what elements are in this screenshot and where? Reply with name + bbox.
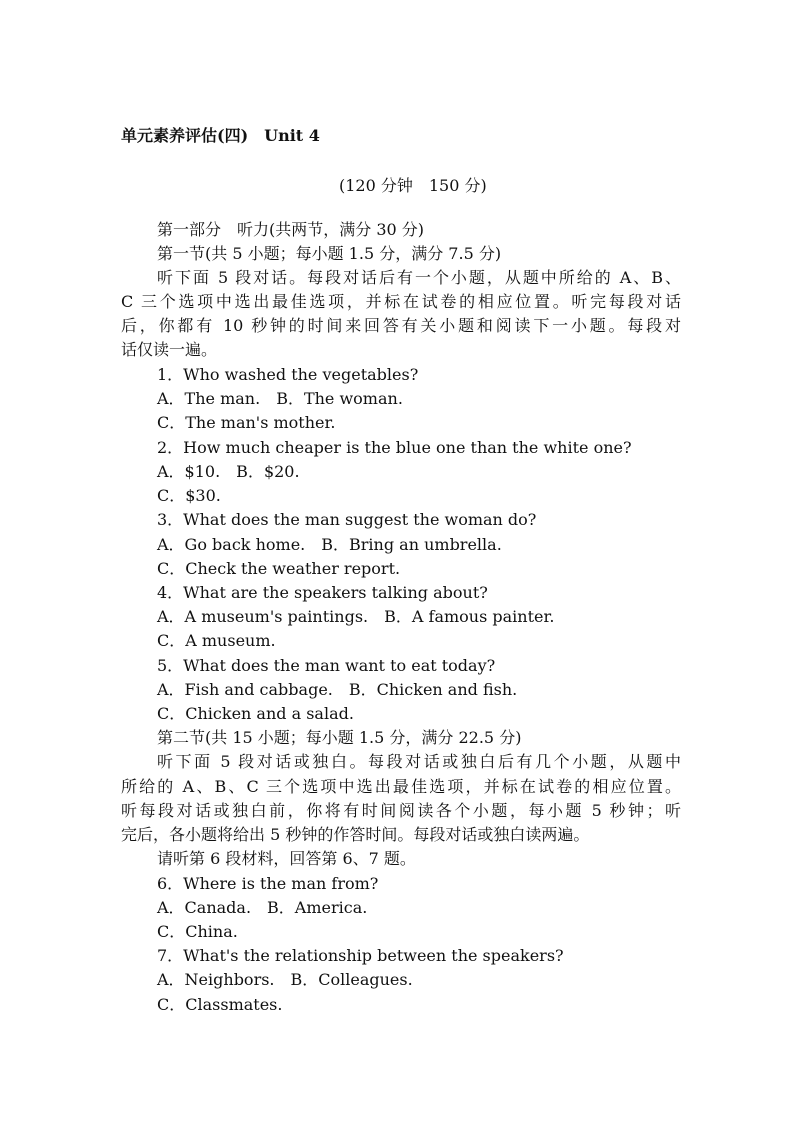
question-stem: 4．What are the speakers talking about? [157,583,488,602]
question-options-ab: A．A museum's paintings. B．A famous painter. [157,607,555,626]
section1-instruction-line: 话仅读一遍。 [121,340,218,359]
question-options-ab: A．$10. B．$20. [157,462,300,481]
question-stem: 3．What does the man suggest the woman do? [157,510,537,529]
section2-instruction-line: 听每段对话或独白前，你将有时间阅读各个小题，每小题 5 秒钟；听 [121,801,681,820]
question-options-ab: A．Fish and cabbage. B．Chicken and fish. [157,680,518,699]
question-options-ab: A．Neighbors. B．Colleagues. [157,970,413,989]
question-option-c: C．Classmates. [157,995,283,1014]
material-note: 请听第 6 段材料，回答第 6、7 题。 [157,849,416,868]
document-title: 单元素养评估(四) Unit 4 [121,126,320,145]
time-score: (120 分钟 150 分) [339,176,487,195]
question-option-c: C．China. [157,922,238,941]
question-option-c: C．A museum. [157,631,276,650]
question-options-ab: A．Canada. B．America. [157,898,368,917]
question-stem: 5．What does the man want to eat today? [157,656,496,675]
part1-heading: 第一部分 听力(共两节，满分 30 分) [157,220,425,239]
question-options-ab: A．Go back home. B．Bring an umbrella. [157,535,502,554]
section2-instruction-line: 所给的 A、B、C 三个选项中选出最佳选项，并标在试卷的相应位置。 [121,777,681,796]
section1-instruction-line: 后，你都有 10 秒钟的时间来回答有关小题和阅读下一小题。每段对 [121,316,681,335]
question-option-c: C．$30. [157,486,221,505]
section2-instruction-line: 完后，各小题将给出 5 秒钟的作答时间。每段对话或独白读两遍。 [121,825,590,844]
question-stem: 1．Who washed the vegetables? [157,365,419,384]
question-option-c: C．Check the weather report. [157,559,401,578]
question-options-ab: A．The man. B．The woman. [157,389,403,408]
section2-instruction-line: 听下面 5 段对话或独白。每段对话或独白后有几个小题，从题中 [157,752,681,771]
question-option-c: C．The man's mother. [157,413,336,432]
section2-heading: 第二节(共 15 小题；每小题 1.5 分，满分 22.5 分) [157,728,522,747]
question-stem: 6．Where is the man from? [157,874,379,893]
section1-instruction-line: C 三个选项中选出最佳选项，并标在试卷的相应位置。听完每段对话 [121,292,681,311]
section1-heading: 第一节(共 5 小题；每小题 1.5 分，满分 7.5 分) [157,244,502,263]
question-option-c: C．Chicken and a salad. [157,704,354,723]
question-stem: 2．How much cheaper is the blue one than the white one? [157,438,632,457]
section1-instruction-line: 听下面 5 段对话。每段对话后有一个小题，从题中所给的 A、B、 [157,268,681,287]
question-stem: 7．What's the relationship between the speakers? [157,946,564,965]
